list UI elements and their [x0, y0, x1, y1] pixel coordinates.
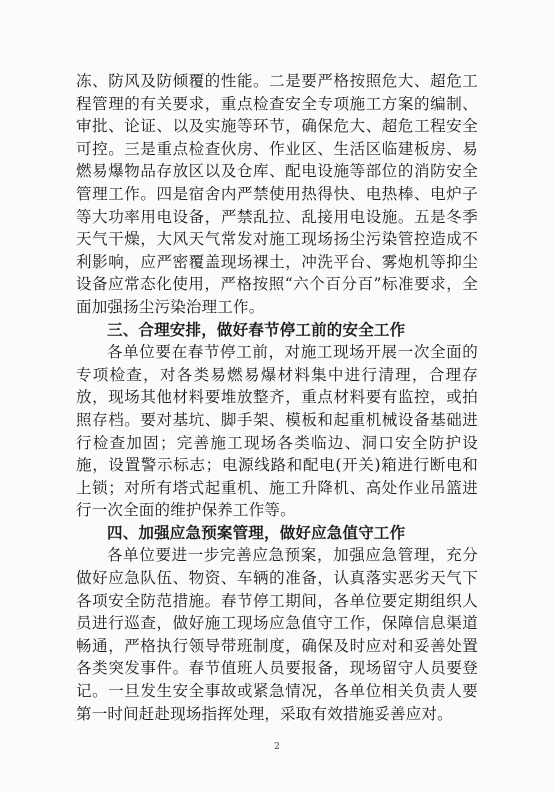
paragraph-continuation: 冻、防风及防倾覆的性能。二是要严格按照危大、超危工程管理的有关要求，重点检查安全专项施工方案的编制、审批、论证、以及实施等环节，确保危大、超危工程安全可控。三是重点检查伙房、作业区、生活区临建板房、易燃易爆物品存放区以及仓库、配电设施等部位的消防安全管理工作。四是宿舍内严禁使用热得快、电热棒、电炉子等大功率用电设备，严禁乱拉、乱接用电设施。五是冬季天气干燥，大风天气常发对施工现场扬尘污染管控造成不利影响，应严密覆盖现场裸土，冲洗平台、雾炮机等抑尘设备应常态化使用，严格按照“六个百分百”标准要求，全面加强扬尘污染治理工作。 [76, 72, 478, 316]
section-heading-3: 三、合理安排，做好春节停工前的安全工作 [107, 320, 406, 339]
paragraph-section-4: 各单位要进一步完善应急预案，加强应急管理，充分做好应急队伍、物资、车辆的准备，认真落实恶劣天气下各项安全防范措施。春节停工期间，各单位要定期组织人员进行巡查，做好施工现场应急值守工作，保障信息渠道畅通，严格执行领导带班制度，确保及时应对和妥善处置各类突发事件。春节值班人员要报备，现场留守人员要登记。一旦发生安全事故或紧急情况，各单位相关负责人要第一时间赶赴现场指挥处理，采取有效措施妥善应对。 [76, 546, 478, 723]
page-number: 2 [274, 742, 280, 752]
document-body [76, 70, 478, 725]
paragraph-section-3: 各单位要在春节停工前，对施工现场开展一次全面的专项检查，对各类易燃易爆材料集中进行清理，合理存放，现场其他材料要堆放整齐，重点材料要有监控，或拍照存档。要对基坑、脚手架、模板和起重机械设备基础进行检查加固；完善施工现场各类临边、洞口安全防护设施，设置警示标志；电源线路和配电(开关)箱进行断电和上锁；对所有塔式起重机、施工升降机、高处作业吊篮进行一次全面的维护保养工作等。 [76, 343, 478, 520]
section-heading-4: 四、加强应急预案管理，做好应急值守工作 [107, 523, 406, 542]
